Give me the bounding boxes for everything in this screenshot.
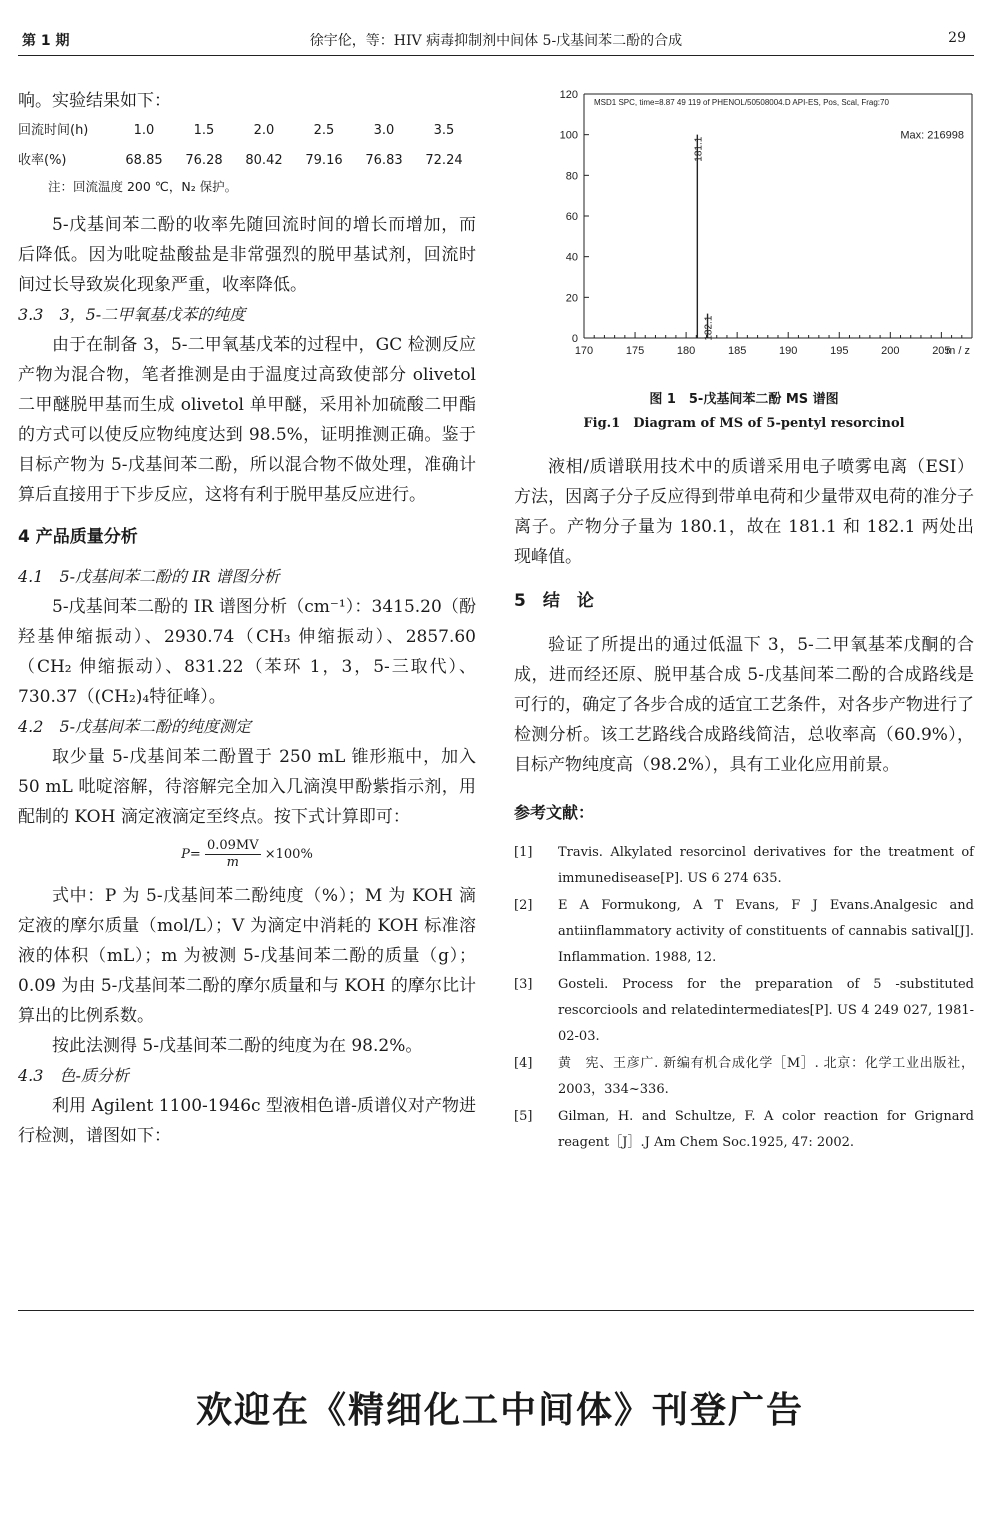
x-tick-label: 205 — [932, 345, 951, 357]
table-cell: 3.0 — [373, 123, 395, 138]
reference-item — [514, 972, 974, 1050]
y-tick-label: 80 — [565, 170, 578, 183]
reference-text: Travis. Alkylated resorcinol derivatives for the treatment of immunedisease[P]. US 6 274 635. — [558, 845, 974, 886]
table-row — [18, 146, 474, 176]
y-tick-label: 20 — [565, 292, 578, 305]
table-row-label: 回流时间(h) — [18, 123, 89, 138]
formula-lhs: P= — [181, 847, 201, 862]
yield-table — [18, 116, 474, 176]
y-tick-label: 40 — [565, 251, 578, 264]
advertisement-banner: 欢迎在《精细化工中间体》刊登广告 — [195, 1389, 804, 1431]
running-title: 徐宇伦，等：HIV 病毒抑制剂中间体 5-戊基间苯二酚的合成 — [309, 33, 683, 49]
running-header — [18, 26, 974, 56]
chart-header-text: MSD1 SPC, time=8.87 49 119 of PHENOL/50508004.D API-ES, Pos, Scal, Frag:70 — [594, 98, 889, 107]
formula-denominator: m — [226, 855, 239, 870]
right-column — [514, 452, 974, 1157]
formula-numerator: 0.09MV — [206, 838, 259, 853]
paragraph: 由于在制备 3，5-二甲氧基戊苯的过程中，GC 检测反应产物为混合物，笔者推测是由于温度过高致使部分 olivetol 二甲醚脱甲基而生成 olivetol 单甲醚，采用补加硫酸二甲酯的方式可以使反应物纯度达到 98.5%，证明推测正确。鉴于目标产物为 5-戊基间苯二酚，所以混合物不做处理，准确计算后直接用于下步反应，这将有利于脱甲基反应进行。 — [18, 335, 476, 505]
reference-number: [1] — [514, 845, 533, 860]
paragraph: 验证了所提出的通过低温下 3，5-二甲氧基苯戊酮的合成，进而经还原、脱甲基合成 5-戊基间苯二酚的合成路线是可行的，确定了各步合成的适宜工艺条件，对各步产物进行了检测分析。该工艺路线合成路线简洁，总收率高（60.9%），目标产物纯度高（98.2%），具有工业化应用前景。 — [514, 635, 974, 775]
x-tick-label: 185 — [727, 345, 747, 357]
x-tick-label: 195 — [830, 345, 849, 357]
left-column — [18, 86, 476, 1151]
figure-caption-en: Fig.1 Diagram of MS of 5-pentyl resorcinol — [583, 416, 905, 431]
table-cell: 3.5 — [433, 123, 455, 138]
table-cell: 2.5 — [313, 123, 335, 138]
formula-rhs: ×100% — [264, 847, 313, 862]
y-tick-label: 0 — [571, 333, 578, 345]
table-cell: 1.0 — [133, 123, 155, 138]
ms-spectrum-chart — [520, 86, 980, 386]
max-intensity-label: Max: 216998 — [900, 129, 964, 142]
x-tick-label: 200 — [881, 345, 900, 357]
x-axis-label: m / z — [946, 345, 970, 357]
intro-text: 响。实验结果如下： — [18, 91, 171, 111]
paragraph: 5-戊基间苯二酚的 IR 谱图分析（cm⁻¹）：3415.20（酚羟基伸缩振动）、2930.74（CH₃ 伸缩振动）、2857.60（CH₂ 伸缩振动）、831.22（苯环 1，3，5-三取代）、730.37（(CH₂)₄特征峰）。 — [18, 597, 476, 707]
reference-item — [514, 1104, 974, 1156]
paragraph: 液相/质谱联用技术中的质谱采用电子喷雾电离（ESI）方法，因离子分子反应得到带单电荷和少量带双电荷的准分子离子。产物分子量为 180.1，故在 181.1 和 182.1 两处出现峰值。 — [514, 457, 974, 567]
purity-formula — [18, 838, 476, 871]
reference-list — [514, 840, 974, 1156]
table-cell: 76.83 — [365, 153, 403, 168]
section-heading: 5 结 论 — [514, 591, 594, 611]
y-tick-label: 120 — [559, 89, 578, 101]
x-tick-label: 175 — [625, 345, 645, 357]
table-cell: 80.42 — [245, 153, 283, 168]
subsection-heading: 4.1 5-戊基间苯二酚的 IR 谱图分析 — [18, 567, 280, 586]
paragraph: 利用 Agilent 1100-1946c 型液相色谱-质谱仪对产物进行检测，谱图如下： — [18, 1096, 476, 1146]
x-tick-label: 180 — [676, 345, 696, 357]
reference-text: E A Formukong, A T Evans, F J Evans.Analgesic and antiinflammatory activity of constituents of cannabis satival[J]. Inflammation. 1988, 12. — [558, 898, 974, 965]
y-tick-label: 100 — [559, 129, 578, 142]
reference-number: [4] — [514, 1056, 533, 1071]
subsection-heading: 4.2 5-戊基间苯二酚的纯度测定 — [18, 717, 252, 736]
peak-label: 181.1 — [693, 136, 705, 162]
reference-item — [514, 893, 974, 971]
reference-number: [5] — [514, 1109, 533, 1124]
reference-text: Gilman, H. and Schultze, F. A color reaction for Grignard reagent［J］.J Am Chem Soc.1925, 47: 2002. — [558, 1109, 974, 1150]
paragraph: 取少量 5-戊基间苯二酚置于 250 mL 锥形瓶中，加入 50 mL 吡啶溶解，待溶解完全加入几滴溴甲酚紫指示剂，用配制的 KOH 滴定液滴定至终点。按下式计算即可： — [18, 747, 476, 827]
table-row-label: 收率(%) — [18, 153, 67, 168]
table-cell: 72.24 — [425, 153, 463, 168]
reference-text: Gosteli. Process for the preparation of 5 -substituted rescorciools and relatedintermediates[P]. US 4 249 027, 1981-02-03. — [558, 977, 974, 1044]
table-cell: 68.85 — [125, 153, 163, 168]
reference-number: [2] — [514, 898, 533, 913]
bottom-divider — [18, 1310, 974, 1311]
figure-caption-zh: 图 1 5-戊基间苯二酚 MS 谱图 — [649, 392, 839, 407]
peak-label: 182.1 — [703, 315, 715, 341]
subsection-heading: 3.3 3，5-二甲氧基戊苯的纯度 — [18, 305, 246, 324]
issue-label: 第 1 期 — [22, 33, 70, 49]
paragraph: 式中：P 为 5-戊基间苯二酚纯度（%）；M 为 KOH 滴定液的摩尔质量（mol/L）；V 为滴定中消耗的 KOH 标准溶液的体积（mL）；m 为被测 5-戊基间苯二酚的质量（g）；0.09 为由 5-戊基间苯二酚的摩尔质量和与 KOH 的摩尔比计算出的比例系数。 — [18, 886, 476, 1026]
table-cell: 79.16 — [305, 153, 343, 168]
reference-item — [514, 1051, 974, 1103]
reference-item — [514, 840, 974, 892]
paragraph: 5-戊基间苯二酚的收率先随回流时间的增长而增加，而后降低。因为吡啶盐酸盐是非常强烈的脱甲基试剂，回流时间过长导致炭化现象严重，收率降低。 — [18, 215, 476, 295]
table-cell: 76.28 — [185, 153, 223, 168]
reference-number: [3] — [514, 977, 533, 992]
formula-fraction — [205, 838, 261, 871]
references-heading: 参考文献： — [514, 803, 595, 822]
paragraph: 按此法测得 5-戊基间苯二酚的纯度为在 98.2%。 — [52, 1036, 423, 1056]
section-heading: 4 产品质量分析 — [18, 527, 138, 547]
ms-spectrum-svg — [520, 86, 980, 386]
table-cell: 2.0 — [253, 123, 275, 138]
page-number: 29 — [948, 30, 966, 46]
y-tick-label: 60 — [565, 211, 578, 223]
reference-text: 黄 宪、王彦广. 新编有机合成化学［M］. 北京：化学工业出版社，2003，334~336. — [558, 1056, 974, 1097]
x-tick-label: 190 — [779, 345, 798, 357]
x-tick-label: 170 — [574, 345, 594, 357]
table-cell: 1.5 — [193, 123, 215, 138]
subsection-heading: 4.3 色-质分析 — [18, 1066, 129, 1085]
table-note: 注：回流温度 200 ℃，N₂ 保护。 — [48, 179, 238, 194]
table-row — [18, 116, 474, 146]
